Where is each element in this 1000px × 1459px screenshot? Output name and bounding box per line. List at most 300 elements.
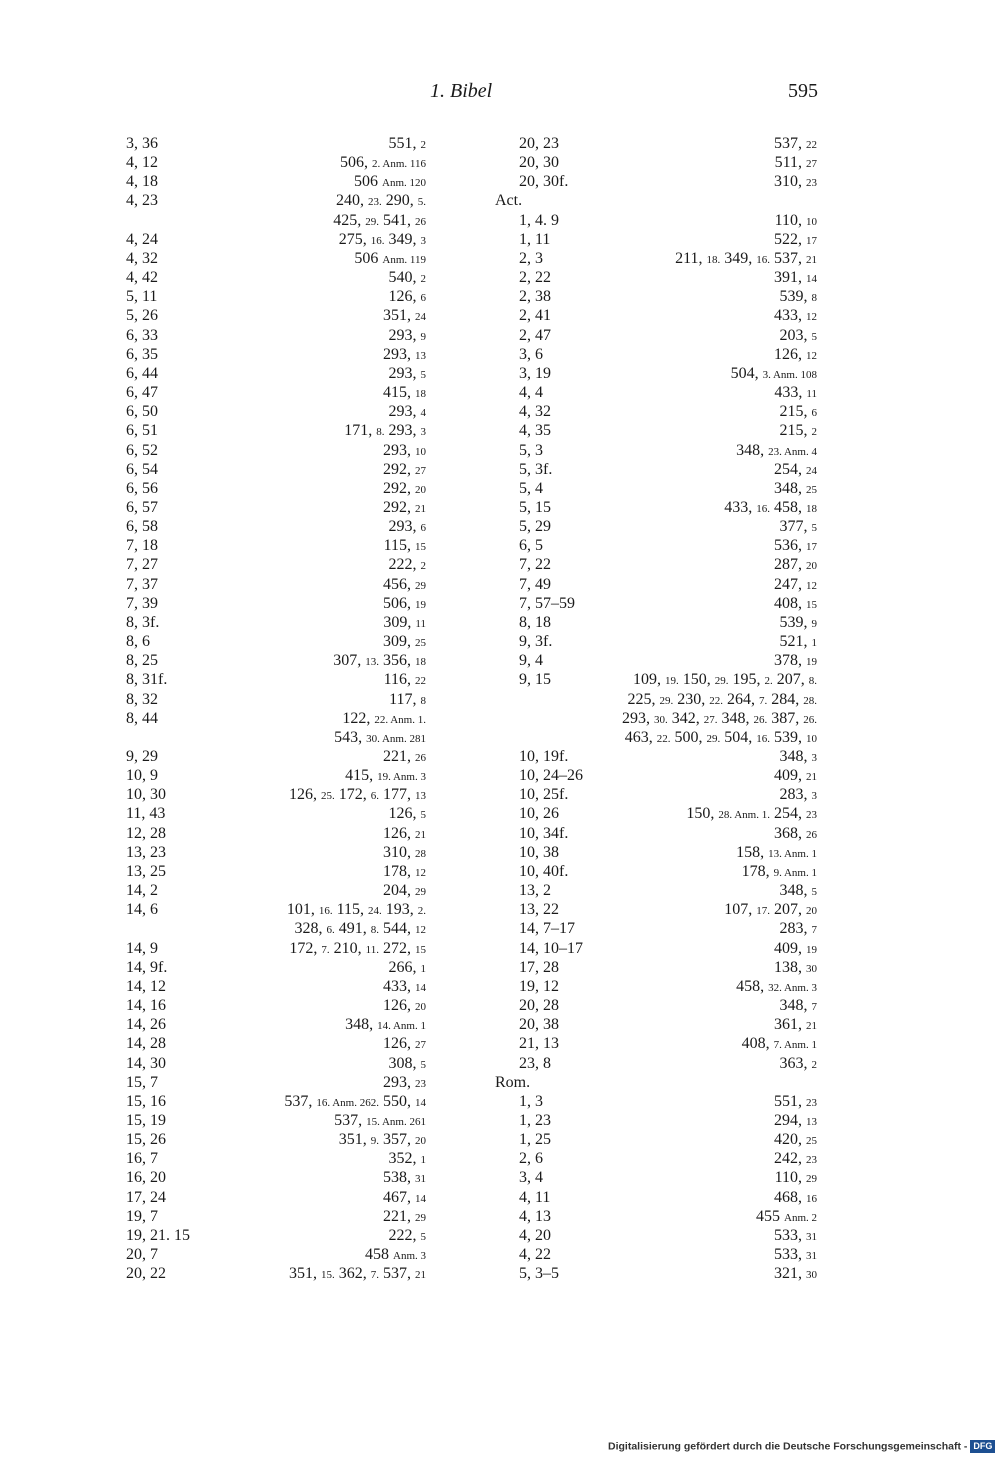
page-references: 456, 29 xyxy=(383,575,426,593)
verse-reference: 2, 6 xyxy=(519,1150,543,1168)
page-references: 321, 30 xyxy=(774,1265,817,1283)
index-entry xyxy=(126,1264,426,1283)
verse-reference: 2, 22 xyxy=(519,269,551,287)
page-references: 540, 2 xyxy=(388,269,426,287)
verse-reference: Rom. xyxy=(495,1073,531,1091)
index-entry xyxy=(495,479,817,498)
index-entry xyxy=(126,134,426,153)
page-references: 117, 8 xyxy=(389,690,426,708)
index-entry xyxy=(126,804,426,823)
page-references: 309, 11 xyxy=(383,613,426,631)
verse-reference: 13, 23 xyxy=(126,843,166,861)
index-entry xyxy=(495,383,817,402)
verse-reference: 6, 51 xyxy=(126,422,158,440)
page-references: 292, 27 xyxy=(383,460,426,478)
verse-reference: 20, 22 xyxy=(126,1265,166,1283)
page-references: 378, 19 xyxy=(774,652,817,670)
index-entry xyxy=(495,594,817,613)
index-entry xyxy=(495,862,817,881)
verse-reference: 15, 16 xyxy=(126,1092,166,1110)
page-references: 215, 2 xyxy=(779,422,817,440)
verse-reference: 1, 3 xyxy=(519,1092,543,1110)
verse-reference: 4, 32 xyxy=(126,249,158,267)
verse-reference: 3, 36 xyxy=(126,135,158,152)
verse-reference: 8, 18 xyxy=(519,613,551,631)
page-references: 348, 23. Anm. 4 xyxy=(736,441,817,459)
index-entry xyxy=(495,632,817,651)
index-entry xyxy=(495,785,817,804)
page-references: 533, 31 xyxy=(774,1246,817,1264)
verse-reference: 4, 24 xyxy=(126,230,158,248)
verse-reference: 14, 16 xyxy=(126,997,166,1015)
index-entry xyxy=(126,1130,426,1149)
index-entry xyxy=(495,824,817,843)
index-entry xyxy=(495,364,817,383)
index-entry xyxy=(495,306,817,325)
index-entry xyxy=(126,728,426,747)
page-references: 126, 12 xyxy=(774,345,817,363)
verse-reference: 4, 42 xyxy=(126,269,158,287)
index-entry xyxy=(126,498,426,517)
index-entry xyxy=(126,268,426,287)
verse-reference: 8, 25 xyxy=(126,652,158,670)
page-references: 110, 10 xyxy=(774,211,817,229)
page-references: 293, 30. 342, 27. 348, 26. 387, 26. xyxy=(622,709,817,727)
page-references: 533, 31 xyxy=(774,1226,817,1244)
verse-reference: 6, 50 xyxy=(126,403,158,421)
page-references: 126, 21 xyxy=(383,824,426,842)
page-references: 203, 5 xyxy=(779,326,817,344)
page-references: 539, 8 xyxy=(779,288,817,306)
verse-reference: 3, 4 xyxy=(519,1169,543,1187)
verse-reference: 7, 39 xyxy=(126,594,158,612)
index-entry xyxy=(126,1149,426,1168)
index-entry xyxy=(126,191,426,210)
verse-reference: 14, 10–17 xyxy=(519,939,583,957)
verse-reference: 5, 3 xyxy=(519,441,543,459)
verse-reference: 5, 26 xyxy=(126,307,158,325)
index-entry xyxy=(495,555,817,574)
verse-reference: 20, 28 xyxy=(519,997,559,1015)
index-entry xyxy=(495,1245,817,1264)
verse-reference: 5, 29 xyxy=(519,518,551,536)
verse-reference: 19, 12 xyxy=(519,977,559,995)
index-entry xyxy=(126,632,426,651)
verse-reference: 9, 3f. xyxy=(519,633,553,651)
index-entry xyxy=(126,613,426,632)
verse-reference: 14, 12 xyxy=(126,977,166,995)
page-references: 455 Anm. 2 xyxy=(756,1207,817,1225)
page-references: 420, 25 xyxy=(774,1131,817,1149)
index-entry xyxy=(126,421,426,440)
page-references: 292, 21 xyxy=(383,498,426,516)
index-entry xyxy=(126,326,426,345)
verse-reference: 7, 49 xyxy=(519,575,551,593)
verse-reference: 7, 37 xyxy=(126,575,158,593)
verse-reference: 6, 35 xyxy=(126,345,158,363)
index-entry xyxy=(495,766,817,785)
index-entry xyxy=(495,1054,817,1073)
index-entry xyxy=(126,172,426,191)
index-entry xyxy=(126,766,426,785)
index-column-left xyxy=(126,134,426,1283)
page-references: 433, 12 xyxy=(774,307,817,325)
page-references: 467, 14 xyxy=(383,1188,426,1206)
page-references: 107, 17. 207, 20 xyxy=(724,901,817,919)
index-entry xyxy=(495,613,817,632)
index-entry xyxy=(495,1207,817,1226)
index-entry xyxy=(126,862,426,881)
verse-reference: 23, 8 xyxy=(519,1054,551,1072)
index-entry xyxy=(495,1015,817,1034)
index-entry xyxy=(126,939,426,958)
verse-reference: 4, 4 xyxy=(519,384,543,402)
index-entry xyxy=(126,1226,426,1245)
page-references: 348, 3 xyxy=(779,748,817,765)
page-references: 504, 3. Anm. 108 xyxy=(730,364,817,382)
verse-reference: 1, 11 xyxy=(519,230,551,248)
book-heading xyxy=(495,191,817,210)
verse-reference: 8, 32 xyxy=(126,690,158,708)
verse-reference: 14, 6 xyxy=(126,901,158,919)
page-references: 506 Anm. 119 xyxy=(354,249,426,267)
verse-reference: 5, 15 xyxy=(519,498,551,516)
index-entry xyxy=(126,919,426,938)
verse-reference: 20, 30 xyxy=(519,154,559,172)
page-references: 506 Anm. 120 xyxy=(354,173,426,191)
page-references: 328, 6. 491, 8. 544, 12 xyxy=(294,920,426,938)
verse-reference: 6, 52 xyxy=(126,441,158,459)
page-references: 433, 16. 458, 18 xyxy=(724,498,817,516)
page-references: 101, 16. 115, 24. 193, 2. xyxy=(286,901,426,919)
book-heading xyxy=(495,1073,817,1092)
index-entry xyxy=(495,709,817,728)
running-title: 1. Bibel xyxy=(430,80,493,102)
verse-reference: 20, 30f. xyxy=(519,173,569,191)
index-entry xyxy=(495,1226,817,1245)
page-references: 538, 31 xyxy=(383,1169,426,1187)
verse-reference: 6, 56 xyxy=(126,479,158,497)
page-references: 126, 25. 172, 6. 177, 13 xyxy=(289,786,426,804)
verse-reference: 4, 22 xyxy=(519,1246,551,1264)
verse-reference: 6, 5 xyxy=(519,537,543,555)
verse-reference: 10, 9 xyxy=(126,767,158,785)
verse-reference: 1, 25 xyxy=(519,1131,551,1149)
index-entry xyxy=(495,651,817,670)
verse-reference: 1, 23 xyxy=(519,1111,551,1129)
index-entry xyxy=(126,287,426,306)
verse-reference: 10, 24–26 xyxy=(519,767,583,785)
index-entry xyxy=(495,326,817,345)
index-entry xyxy=(495,804,817,823)
dfg-logo: DFG xyxy=(970,1440,995,1453)
page-references: 348, 5 xyxy=(779,882,817,900)
page-references: 115, 15 xyxy=(383,537,426,555)
footer-credit xyxy=(608,1440,995,1453)
page-references: 415, 19. Anm. 3 xyxy=(345,767,426,785)
verse-reference: 10, 26 xyxy=(519,805,559,823)
index-entry xyxy=(495,402,817,421)
index-entry xyxy=(126,1054,426,1073)
page-references: 247, 12 xyxy=(774,575,817,593)
verse-reference: 19, 21. 15 xyxy=(126,1226,190,1244)
verse-reference: 8, 3f. xyxy=(126,613,160,631)
page-references: 408, 15 xyxy=(774,594,817,612)
verse-reference: 10, 40f. xyxy=(519,862,569,880)
page-references: 415, 18 xyxy=(383,384,426,402)
verse-reference: 2, 47 xyxy=(519,326,551,344)
verse-reference: 2, 38 xyxy=(519,288,551,306)
page-references: 293, 6 xyxy=(388,518,426,536)
verse-reference: 7, 18 xyxy=(126,537,158,555)
page-references: 351, 9. 357, 20 xyxy=(338,1131,426,1149)
page-references: 126, 6 xyxy=(388,288,426,306)
page-references: 293, 23 xyxy=(383,1073,426,1091)
page-references: 409, 19 xyxy=(774,939,817,957)
page-references: 433, 11 xyxy=(774,384,817,402)
verse-reference: 15, 7 xyxy=(126,1073,158,1091)
index-entry xyxy=(126,460,426,479)
index-entry xyxy=(126,517,426,536)
page-references: 222, 2 xyxy=(388,556,426,574)
page-references: 539, 9 xyxy=(779,613,817,631)
index-entry xyxy=(126,153,426,172)
page-references: 158, 13. Anm. 1 xyxy=(736,843,817,861)
verse-reference: 14, 2 xyxy=(126,882,158,900)
page-references: 293, 4 xyxy=(388,403,426,421)
verse-reference: 3, 6 xyxy=(519,345,543,363)
verse-reference: 16, 20 xyxy=(126,1169,166,1187)
page-references: 293, 13 xyxy=(383,345,426,363)
page-references: 240, 23. 290, 5. xyxy=(336,192,426,210)
page-references: 463, 22. 500, 29. 504, 16. 539, 10 xyxy=(624,728,817,746)
index-entry xyxy=(495,843,817,862)
page-references: 551, 23 xyxy=(774,1092,817,1110)
page-references: 221, 29 xyxy=(383,1207,426,1225)
verse-reference: 20, 7 xyxy=(126,1246,158,1264)
index-entry xyxy=(495,1130,817,1149)
verse-reference: 13, 25 xyxy=(126,862,166,880)
verse-reference: 16, 7 xyxy=(126,1150,158,1168)
footer-text: Digitalisierung gefördert durch die Deutsche Forschungsgemeinschaft - xyxy=(608,1440,968,1453)
index-entry xyxy=(495,172,817,191)
index-entry xyxy=(126,306,426,325)
index-entry xyxy=(495,1034,817,1053)
verse-reference: 10, 19f. xyxy=(519,748,569,765)
index-entry xyxy=(495,153,817,172)
page-references: 287, 20 xyxy=(774,556,817,574)
verse-reference: 4, 32 xyxy=(519,403,551,421)
verse-reference: 6, 44 xyxy=(126,364,158,382)
index-entry xyxy=(126,843,426,862)
index-entry xyxy=(495,1149,817,1168)
page-references: 178, 9. Anm. 1 xyxy=(741,862,817,880)
verse-reference: 4, 18 xyxy=(126,173,158,191)
index-entry xyxy=(495,977,817,996)
page-references: 348, 14. Anm. 1 xyxy=(345,1016,426,1034)
index-entry xyxy=(126,958,426,977)
index-entry xyxy=(126,1092,426,1111)
index-entry xyxy=(495,345,817,364)
index-entry xyxy=(126,1207,426,1226)
index-entry xyxy=(126,1073,426,1092)
index-entry xyxy=(495,1111,817,1130)
verse-reference: 4, 35 xyxy=(519,422,551,440)
page-references: 522, 17 xyxy=(774,230,817,248)
page-references: 242, 23 xyxy=(774,1150,817,1168)
verse-reference: 21, 13 xyxy=(519,1035,559,1053)
page-references: 138, 30 xyxy=(774,958,817,976)
page-references: 275, 16. 349, 3 xyxy=(338,230,426,248)
page-references: 171, 8. 293, 3 xyxy=(344,422,426,440)
index-entry xyxy=(126,364,426,383)
index-entry xyxy=(495,1092,817,1111)
page-references: 537, 15. Anm. 261 xyxy=(334,1111,426,1129)
index-entry xyxy=(126,651,426,670)
verse-reference: 13, 22 xyxy=(519,901,559,919)
index-entry xyxy=(495,728,817,747)
verse-reference: 17, 28 xyxy=(519,958,559,976)
page-references: 126, 20 xyxy=(383,997,426,1015)
index-entry xyxy=(126,881,426,900)
page-references: 458, 32. Anm. 3 xyxy=(736,977,817,995)
page-references: 293, 9 xyxy=(388,326,426,344)
page-references: 468, 16 xyxy=(774,1188,817,1206)
index-entry xyxy=(495,460,817,479)
verse-reference: 6, 33 xyxy=(126,326,158,344)
page-references: 551, 2 xyxy=(388,135,426,152)
index-entry xyxy=(495,939,817,958)
verse-reference: 8, 31f. xyxy=(126,671,168,689)
index-entry xyxy=(495,690,817,709)
page-references: 126, 27 xyxy=(383,1035,426,1053)
index-entry xyxy=(126,824,426,843)
page-references: 172, 7. 210, 11. 272, 15 xyxy=(289,939,426,957)
verse-reference: 11, 43 xyxy=(126,805,166,823)
verse-reference: 19, 7 xyxy=(126,1207,158,1225)
index-entry xyxy=(126,1245,426,1264)
verse-reference: 14, 30 xyxy=(126,1054,166,1072)
page-references: 215, 6 xyxy=(779,403,817,421)
index-entry xyxy=(495,919,817,938)
verse-reference: 15, 26 xyxy=(126,1131,166,1149)
index-entry xyxy=(495,670,817,689)
page-references: 511, 27 xyxy=(774,154,817,172)
index-entry xyxy=(126,383,426,402)
verse-reference: 4, 23 xyxy=(126,192,158,210)
page-references: 310, 23 xyxy=(774,173,817,191)
verse-reference: 6, 58 xyxy=(126,518,158,536)
page-references: 348, 25 xyxy=(774,479,817,497)
index-entry xyxy=(126,670,426,689)
verse-reference: 14, 7–17 xyxy=(519,920,575,938)
index-entry xyxy=(495,996,817,1015)
index-entry xyxy=(495,441,817,460)
index-entry xyxy=(126,536,426,555)
page-references: 348, 7 xyxy=(779,997,817,1015)
index-entry xyxy=(126,211,426,230)
page-references: 506, 2. Anm. 116 xyxy=(340,154,426,172)
index-entry xyxy=(495,1188,817,1207)
verse-reference: 10, 25f. xyxy=(519,786,569,804)
index-entry xyxy=(495,287,817,306)
page-references: 351, 15. 362, 7. 537, 21 xyxy=(289,1265,426,1283)
page-references: 122, 22. Anm. 1. xyxy=(342,709,426,727)
verse-reference: 13, 2 xyxy=(519,882,551,900)
page-references: 521, 1 xyxy=(779,633,817,651)
page-references: 308, 5 xyxy=(388,1054,426,1072)
page-references: 211, 18. 349, 16. 537, 21 xyxy=(675,249,817,267)
page-references: 110, 29 xyxy=(774,1169,817,1187)
verse-reference: 4, 12 xyxy=(126,154,158,172)
page-references: 351, 24 xyxy=(383,307,426,325)
page-references: 536, 17 xyxy=(774,537,817,555)
verse-reference: 9, 15 xyxy=(519,671,551,689)
index-entry xyxy=(126,402,426,421)
page-references: 409, 21 xyxy=(774,767,817,785)
index-entry xyxy=(126,785,426,804)
verse-reference: 14, 28 xyxy=(126,1035,166,1053)
verse-reference: 6, 57 xyxy=(126,498,158,516)
index-entry xyxy=(495,575,817,594)
verse-reference: 7, 27 xyxy=(126,556,158,574)
verse-reference: 5, 4 xyxy=(519,479,543,497)
page-references: 506, 19 xyxy=(383,594,426,612)
verse-reference: 8, 44 xyxy=(126,709,158,727)
index-column-right xyxy=(495,134,817,1283)
verse-reference: 20, 38 xyxy=(519,1016,559,1034)
verse-reference: 7, 57–59 xyxy=(519,594,575,612)
page-references: 361, 21 xyxy=(774,1016,817,1034)
verse-reference: 14, 9 xyxy=(126,939,158,957)
index-entry xyxy=(495,747,817,766)
index-entry xyxy=(126,1034,426,1053)
page-references: 425, 29. 541, 26 xyxy=(333,211,426,229)
index-entry xyxy=(126,594,426,613)
verse-reference: 2, 3 xyxy=(519,249,543,267)
page-references: 363, 2 xyxy=(779,1054,817,1072)
verse-reference: 10, 30 xyxy=(126,786,166,804)
index-entry xyxy=(495,1168,817,1187)
page-references: 293, 10 xyxy=(383,441,426,459)
index-entry xyxy=(126,230,426,249)
page-references: 537, 22 xyxy=(774,135,817,152)
page-references: 254, 24 xyxy=(774,460,817,478)
index-entry xyxy=(495,498,817,517)
index-entry xyxy=(126,1111,426,1130)
page-references: 126, 5 xyxy=(388,805,426,823)
verse-reference: 5, 11 xyxy=(126,288,158,306)
page-references: 283, 3 xyxy=(779,786,817,804)
page-references: 116, 22 xyxy=(383,671,426,689)
verse-reference: 12, 28 xyxy=(126,824,166,842)
page-references: 309, 25 xyxy=(383,633,426,651)
index-entry xyxy=(495,249,817,268)
verse-reference: 3, 19 xyxy=(519,364,551,382)
verse-reference: 6, 47 xyxy=(126,384,158,402)
verse-reference: 1, 4. 9 xyxy=(519,211,559,229)
verse-reference: 5, 3f. xyxy=(519,460,553,478)
verse-reference: 9, 4 xyxy=(519,652,543,670)
verse-reference: 10, 34f. xyxy=(519,824,569,842)
verse-reference: 14, 26 xyxy=(126,1016,166,1034)
verse-reference: 17, 24 xyxy=(126,1188,166,1206)
page-references: 292, 20 xyxy=(383,479,426,497)
index-entry xyxy=(495,230,817,249)
index-entry xyxy=(126,555,426,574)
index-entry xyxy=(126,709,426,728)
page-references: 433, 14 xyxy=(383,977,426,995)
